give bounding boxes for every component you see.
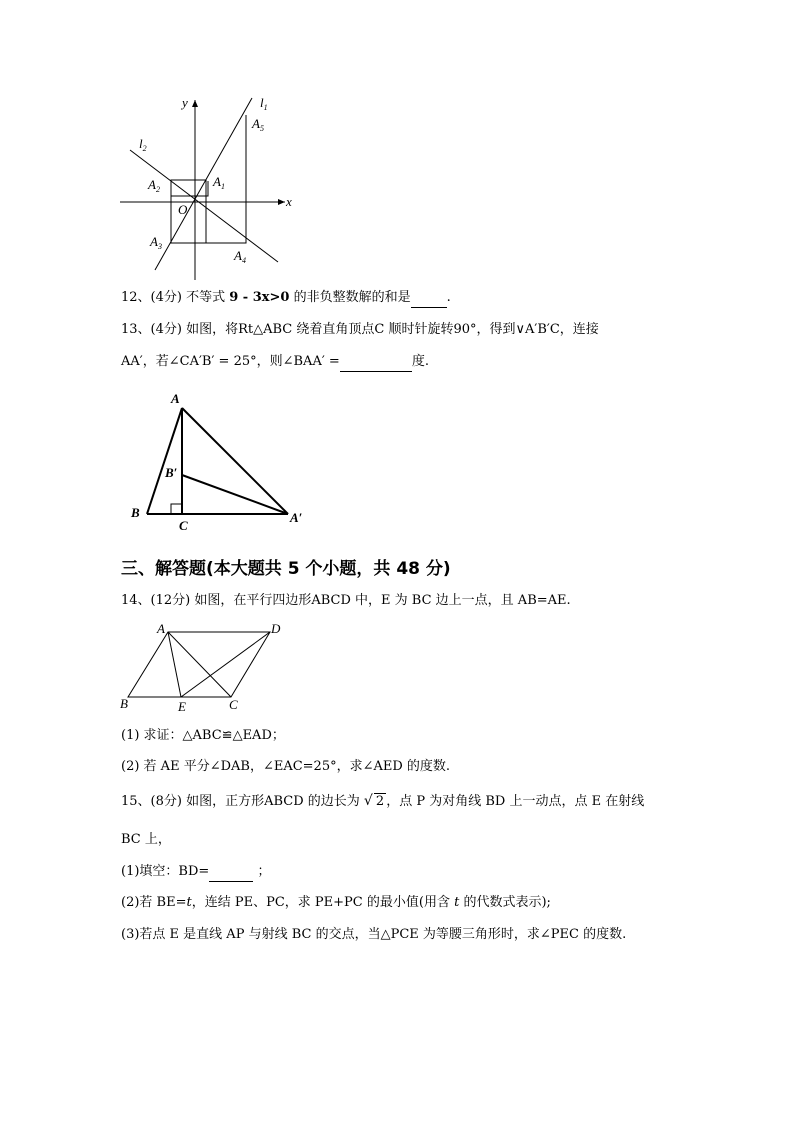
label-a5: $A_5$ [252,116,264,133]
label-B-prime: B′ [165,465,178,480]
label-l1: $l_1$ [260,95,268,112]
y-axis-arrow-icon [192,100,198,107]
q15-part1-end: ； [257,864,271,879]
q15-part2-c: 的代数式表示); [463,895,551,910]
q15-stem-b: ，点 P 为对角线 BD 上一动点，点 E 在射线 [386,794,645,809]
question-13-line1: 13、(4分) 如图，将Rt△ABC 绕着直角顶点C 顺时针旋转90°，得到∨A′B′C，连接 [121,322,599,337]
question-12 [121,288,451,308]
label-D: D [271,621,281,636]
q15-stem-a: 15、(8分) 如图，正方形ABCD 的边长为 [121,794,360,809]
figure-rotated-triangle [125,388,325,533]
question-14-part1: (1) 求证：△ABC≌△EAD； [121,728,285,743]
label-a1: $A_1$ [213,174,225,191]
question-15-part3: (3)若点 E 是直线 AP 与射线 BC 的交点，当△PCE 为等腰三角形时，求∠PEC 的度数. [121,927,627,942]
q12-end: . [446,290,451,305]
q12-expression: 9 - 3x>0 [229,290,290,305]
q15-part2-b: ，连结 PE、PC，求 PE+PC 的最小值(用含 [191,895,450,910]
section-heading: 三、解答题(本大题共 5 个小题，共 48 分) [121,559,451,579]
q13-answer-blank[interactable] [340,356,412,372]
q15-part1-text: (1)填空：BD= [121,864,210,879]
label-l2: $l_2$ [139,136,147,153]
q13-text-b: 度. [411,354,429,369]
segment-ed [181,632,270,697]
segment-b-prime-a-prime [182,475,288,514]
sqrt-expression [364,792,386,812]
q15-bd-answer-blank[interactable] [209,866,253,882]
spiral-path [171,115,246,243]
label-C: C [229,697,238,712]
right-angle-mark [171,504,182,514]
segment-ae [168,632,181,697]
sqrt-icon: √ [363,793,373,809]
line-l1 [155,98,252,270]
question-15-stem [121,792,644,812]
segment-ab [147,408,182,514]
label-a4: $A_4$ [234,248,246,265]
question-14-part2: (2) 若 AE 平分∠DAB，∠EAC=25°，求∠AED 的度数. [121,759,451,774]
label-a3: $A_3$ [150,234,162,251]
segment-aa-prime [182,408,288,514]
label-a2: $A_2$ [148,177,160,194]
label-E: E [178,699,186,714]
label-y: y [182,95,188,110]
question-13-line2 [121,352,429,372]
question-15-part2 [121,893,551,913]
figure-parallelogram [118,620,288,715]
label-A-prime: A′ [290,510,303,525]
q12-suffix: 的非负整数解的和是 [293,290,411,305]
q15-var-t2: t [454,895,460,910]
q15-part2-a: (2)若 BE= [121,895,187,910]
x-axis-arrow-icon [278,199,285,205]
label-B: B [120,696,128,711]
question-15-stem-c: BC 上， [121,832,171,847]
label-A: A [157,621,165,636]
label-origin: O [178,202,188,217]
label-x: x [286,194,292,209]
q12-answer-blank[interactable] [411,292,447,308]
sqrt-value: 2 [375,794,385,809]
question-14-stem: 14、(12分) 如图，在平行四边形ABCD 中，E 为 BC 边上一点，且 AB=AE. [121,593,571,608]
figure-coordinate-lines [110,90,300,285]
label-B: B [131,505,140,520]
q13-text-a: AA′，若∠CA′B′ = 25°，则∠BAA′ = [121,354,340,369]
q15-var-t: t [186,895,192,910]
segment-ac [168,632,231,697]
q12-prefix: 12、(4分) 不等式 [121,290,226,305]
label-A: A [171,391,180,406]
question-15-part1 [121,862,270,882]
label-C: C [179,518,188,533]
